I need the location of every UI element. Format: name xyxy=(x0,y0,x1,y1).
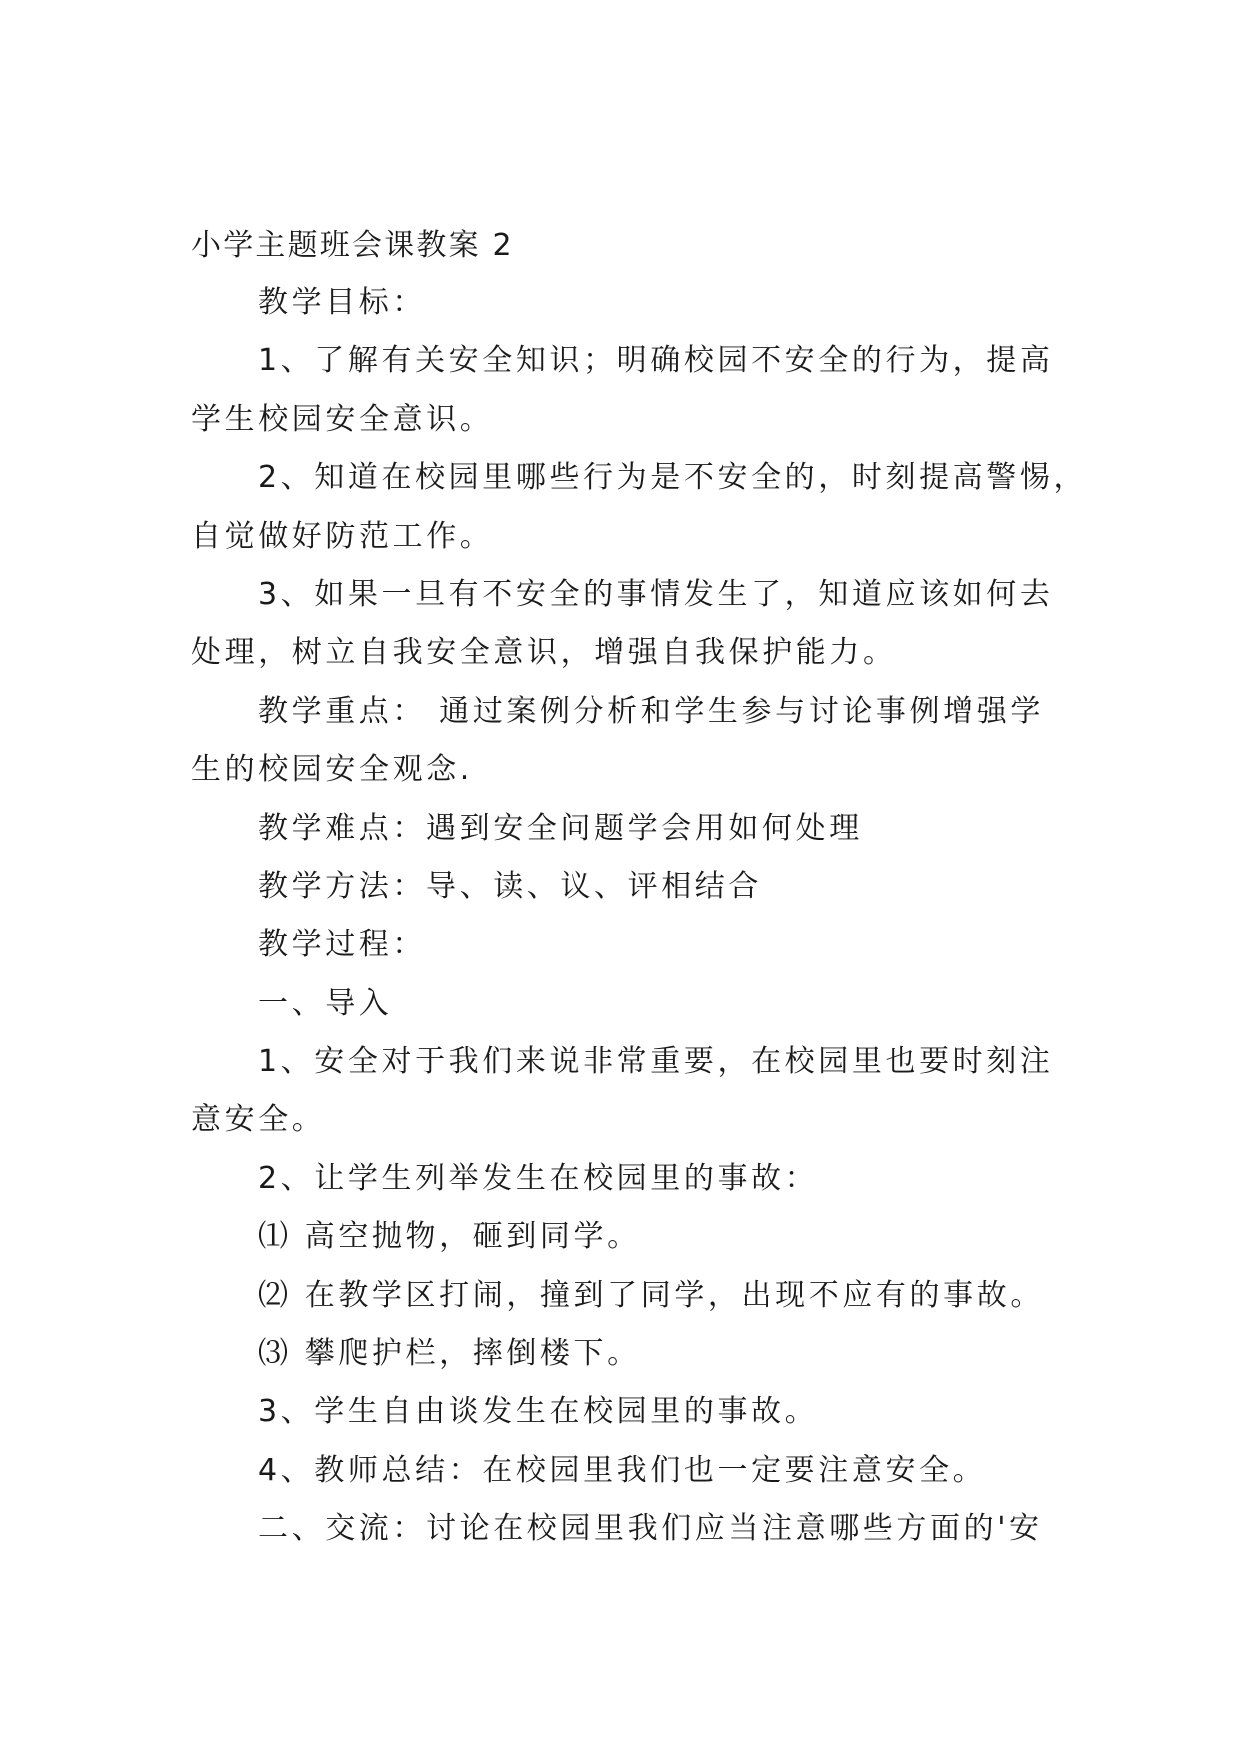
paragraph-line: 1、了解有关安全知识；明确校园不安全的行为，提高 xyxy=(258,343,1054,379)
list-item: ⑶ 攀爬护栏，摔倒楼下。 xyxy=(258,1336,641,1372)
paragraph-line: 3、如果一旦有不安全的事情发生了，知道应该如何去 xyxy=(258,576,1054,612)
paragraph-line: 教学难点：遇到安全问题学会用如何处理 xyxy=(258,810,863,846)
paragraph-line: 教学目标： xyxy=(258,285,426,320)
section-heading: 一、导入 xyxy=(258,985,393,1021)
paragraph-line: 2、让学生列举发生在校园里的事故： xyxy=(258,1160,819,1196)
paragraph-line: 4、教师总结：在校园里我们也一定要注意安全。 xyxy=(258,1452,987,1488)
list-item: ⑵ 在教学区打闹，撞到了同学，出现不应有的事故。 xyxy=(258,1277,1044,1313)
document-body xyxy=(191,218,1088,1559)
section-heading: 二、交流：讨论在校园里我们应当注意哪些方面的'安 xyxy=(258,1511,1043,1547)
paragraph-line: 2、知道在校园里哪些行为是不安全的，时刻提高警惕， xyxy=(258,460,1088,496)
document-title: 小学主题班会课教案 2 xyxy=(191,228,514,263)
paragraph-line: 3、学生自由谈发生在校园里的事故。 xyxy=(258,1394,819,1430)
list-item: ⑴ 高空抛物，砸到同学。 xyxy=(258,1219,641,1255)
paragraph-line: 教学重点： 通过案例分析和学生参与讨论事例增强学 xyxy=(258,693,1044,729)
paragraph-line: 教学过程： xyxy=(258,927,426,963)
paragraph-line: 生的校园安全观念. xyxy=(191,752,473,788)
paragraph-line: 处理，树立自我安全意识，增强自我保护能力。 xyxy=(191,635,897,671)
paragraph-line: 教学方法：导、读、议、评相结合 xyxy=(258,868,762,904)
paragraph-line: 1、安全对于我们来说非常重要，在校园里也要时刻注 xyxy=(258,1044,1054,1080)
paragraph-line: 自觉做好防范工作。 xyxy=(191,518,494,554)
paragraph-line: 学生校园安全意识。 xyxy=(191,401,494,437)
paragraph-line: 意安全。 xyxy=(191,1102,326,1138)
